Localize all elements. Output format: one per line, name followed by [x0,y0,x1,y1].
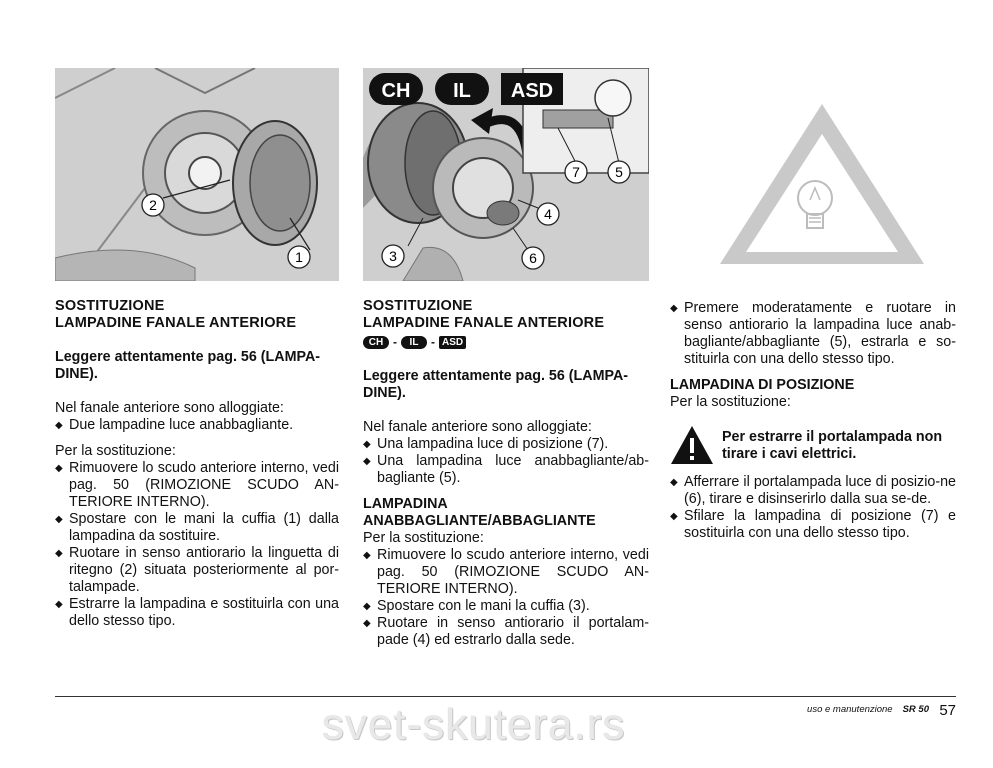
badge-ch [369,73,423,105]
badge-il [435,73,489,105]
subsection-title: LAMPADINA DI POSIZIONE [670,377,855,393]
list-item: ◆ Due lampadine luce anabbagliante. [55,417,339,434]
badge-separator: - [393,335,397,349]
svg-text:1: 1 [295,249,303,265]
badge-il: IL [401,336,427,349]
steps-intro: Per la sostituzione: [55,443,176,459]
callout-6 [522,247,544,269]
subsection-title-line2: ANABBAGLIANTE/ABBAGLIANTE [363,513,596,529]
list-item: ◆ Ruotare in senso antiorario la linguetta di ritegno (2) situata posteriormente al por-talampade. [55,545,339,596]
section-title-line2: LAMPADINE FANALE ANTERIORE [363,315,605,331]
svg-text:ASD: ASD [510,80,554,102]
section-title: SOSTITUZIONE [363,298,473,314]
warning-text: Per estrarre il portalampada non tirare i cavi elettrici. [722,429,943,462]
footer-divider [55,696,956,697]
list-item: ◆ Premere moderatamente e ruotare in senso antiorario la lampadina luce anab-bagliante/abbagliante (5), estrarla e so-stituirla con una dello stesso tipo. [670,300,956,368]
headlight-illustration-2 [363,68,649,281]
svg-text:7: 7 [572,164,580,180]
column-3 [670,300,956,542]
svg-text:4: 4 [544,206,552,222]
headlight-figure-1 [55,68,339,281]
svg-text:6: 6 [529,250,537,266]
watermark: svet-skutera.rs [322,700,626,749]
list-item: ◆ Spostare con le mani la cuffia (3). [363,598,649,615]
callout-7 [565,161,587,183]
list-item: ◆ Spostare con le mani la cuffia (1) dalla lampadina da sostituire. [55,511,339,545]
list-item: ◆ Rimuovere lo scudo anteriore interno, vedi pag. 50 (RIMOZIONE SCUDO AN-TERIORE INTERNO). [363,547,649,598]
callout-2 [142,194,164,216]
page-number: 57 [939,702,956,719]
headlight-figure-2 [363,68,649,281]
market-badges [363,334,649,351]
footer-manual-name: uso e manutenzione [807,704,893,715]
column-2 [363,298,649,649]
bulb-warning-triangle-icon [716,100,928,268]
warning-note [670,425,956,465]
callout-1 [288,246,310,268]
svg-text:5: 5 [615,164,623,180]
list-item: ◆ Rimuovere lo scudo anteriore interno, vedi pag. 50 (RIMOZIONE SCUDO AN-TERIORE INTERNO). [55,460,339,511]
list-item: ◆ Estrarre la lampadina e sostituirla con una dello stesso tipo. [55,596,339,630]
badge-separator: - [431,335,435,349]
column-1 [55,298,339,630]
section-title: SOSTITUZIONE [55,298,165,314]
svg-text:IL: IL [453,80,471,102]
read-note: Leggere attentamente pag. 56 (LAMPA-DINE). [55,349,321,382]
svg-text:CH: CH [381,80,411,102]
list-item: ◆ Una lampadina luce anabbagliante/ab-bagliante (5). [363,453,649,487]
badge-asd: ASD [439,336,466,349]
badge-ch: CH [363,336,389,349]
subsection-title: LAMPADINA [363,496,448,512]
list-item: ◆ Una lampadina luce di posizione (7). [363,436,649,453]
footer-label [807,704,929,715]
callout-3 [382,245,404,267]
list-item: ◆ Ruotare in senso antiorario il portalam-pade (4) ed estrarlo dalla sede. [363,615,649,649]
intro-text: Nel fanale anteriore sono alloggiate: [55,400,284,416]
headlight-illustration-1 [55,68,339,281]
list-item: ◆ Sfilare la lampadina di posizione (7) e sostituirla con una dello stesso tipo. [670,508,956,542]
svg-text:3: 3 [389,248,397,264]
badge-asd [501,73,563,105]
read-note: Leggere attentamente pag. 56 (LAMPA-DINE). [363,368,629,401]
intro-text: Nel fanale anteriore sono alloggiate: [363,419,592,435]
steps-intro: Per la sostituzione: [363,530,484,546]
callout-5 [608,161,630,183]
footer-model: SR 50 [902,704,929,715]
list-item: ◆ Afferrare il portalampada luce di posizio-ne (6), tirare e disinserirlo dalla sua se-de. [670,474,956,508]
warning-icon [670,425,714,465]
callout-4 [537,203,559,225]
svg-text:2: 2 [149,197,157,213]
steps-intro: Per la sostituzione: [670,394,791,410]
section-title-line2: LAMPADINE FANALE ANTERIORE [55,315,297,331]
